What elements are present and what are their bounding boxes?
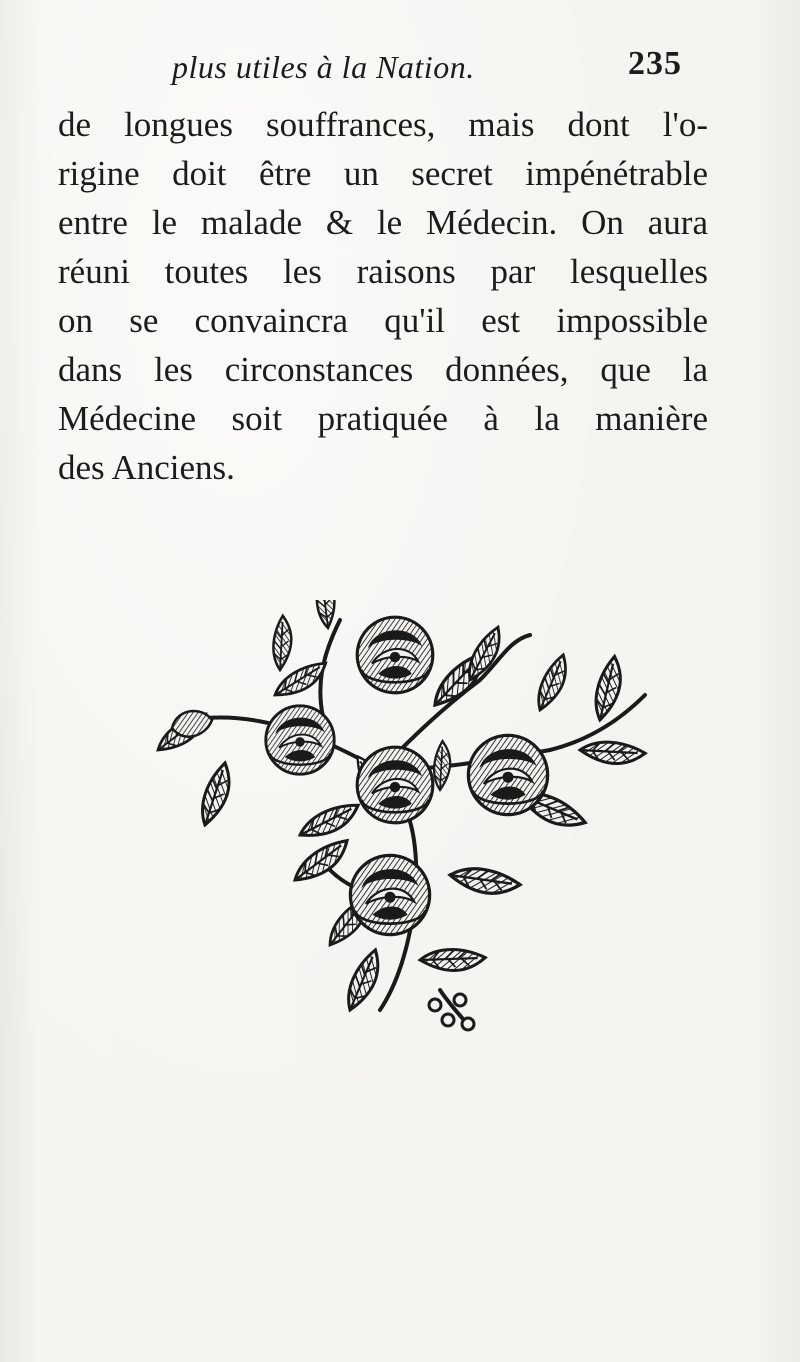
text-line: de longues souffrances, mais dont l'o- — [58, 105, 708, 144]
running-head — [0, 45, 800, 93]
text-line: entre le malade & le Médecin. On aura — [58, 203, 708, 242]
text-line: dans les circonstances données, que la — [58, 350, 708, 389]
body-paragraph — [58, 100, 708, 492]
text-line: Médecine soit pratiquée à la manière — [58, 399, 708, 438]
floral-woodcut-icon — [150, 600, 660, 1035]
text-line: rigine doit être un secret impénétrable — [58, 154, 708, 193]
page-number: 235 — [628, 45, 682, 82]
text-line: réuni toutes les raisons par lesquelles — [58, 252, 708, 291]
running-title: plus utiles à la Nation. — [172, 49, 475, 85]
text-line: des Anciens. — [58, 448, 235, 487]
text-line: on se convaincra qu'il est impossible — [58, 301, 708, 340]
